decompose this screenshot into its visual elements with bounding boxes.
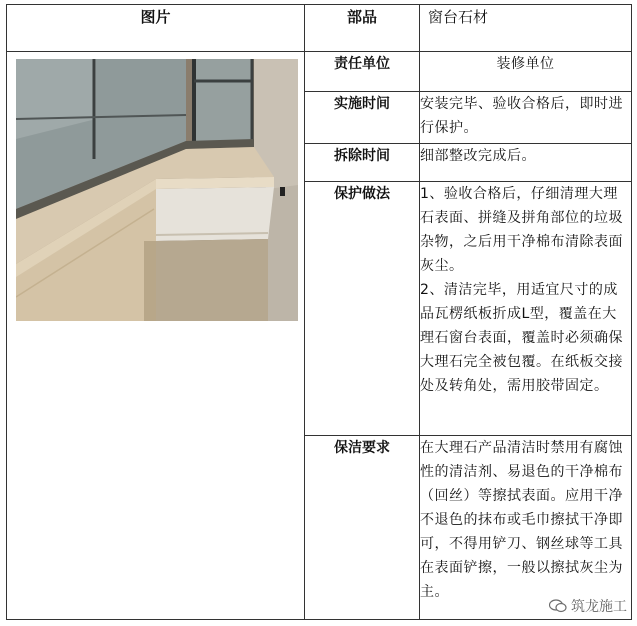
part-header: 部品 [305,5,420,52]
row-value: 安装完毕、验收合格后，即时进行保护。 [420,92,632,144]
windowsill-photo [16,59,298,321]
part-value: 窗台石材 [420,5,632,52]
row-value: 装修单位 [420,52,632,92]
row-label: 拆除时间 [305,144,420,182]
wechat-icon [549,599,567,613]
row-label: 责任单位 [305,52,420,92]
row-value: 在大理石产品清洁时禁用有腐蚀性的清洁剂、易退色的干净棉布（回丝）等擦拭表面。应用干净不退色的抹布或毛巾擦拭干净即可，不得用铲刀、钢丝球等工具在表面铲擦，一般以擦拭灰尘为主。 [420,436,632,620]
row-value: 细部整改完成后。 [420,144,632,182]
row-label: 保护做法 [305,182,420,436]
header-row [7,5,632,52]
photo-cell [7,52,305,620]
image-header: 图片 [7,5,305,52]
watermark [549,596,627,616]
row-label: 实施时间 [305,92,420,144]
row-value: 1、验收合格后，仔细清理大理石表面、拼缝及拼角部位的垃圾杂物，之后用干净棉布清除表面灰尘。 2、清洁完毕，用适宜尺寸的成品瓦楞纸板折成L型，覆盖在大理石窗台表面，覆盖时必须确保大理石完全被包覆。在纸板交接处及转角处，需用胶带固定。 [420,182,632,436]
spec-table [6,4,632,620]
row-label: 保洁要求 [305,436,420,620]
row-responsible [7,52,632,92]
watermark-text: 筑龙施工 [571,599,627,615]
